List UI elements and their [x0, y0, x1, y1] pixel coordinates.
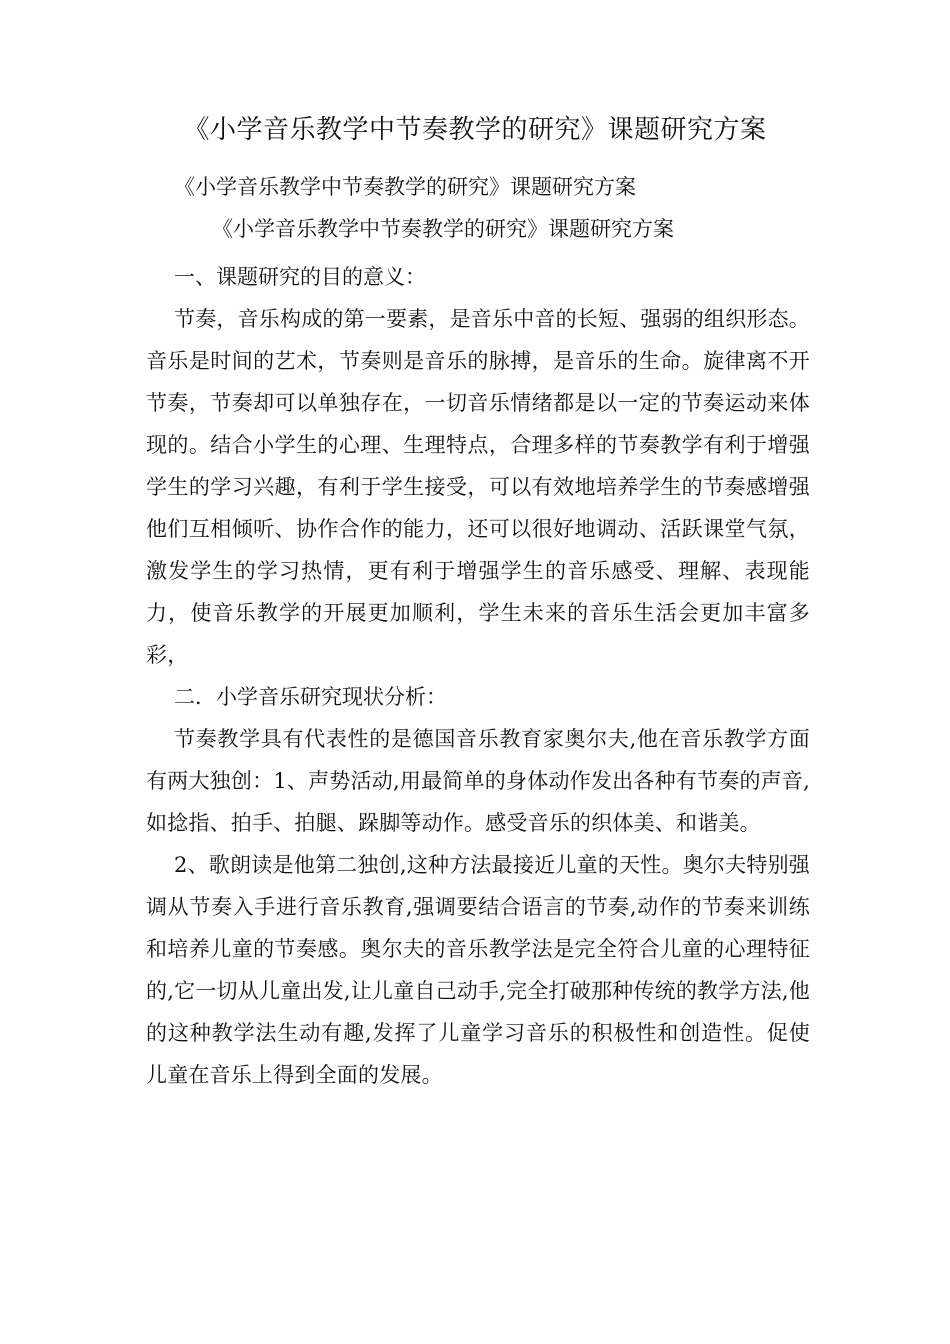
section-2-paragraph-1: 节奏教学具有代表性的是德国音乐教育家奥尔夫,他在音乐教学方面有两大独创：1、声势活动,用最简单的身体动作发出各种有节奏的声音,如捻指、拍手、拍腿、跺脚等动作。感受音乐的织体美、和谐美。: [146, 727, 810, 835]
document-subtitle-2: 《小学音乐教学中节奏教学的研究》课题研究方案: [212, 217, 674, 241]
document-body: [146, 256, 810, 1096]
section-2-paragraph-2: 2、歌朗读是他第二独创,这种方法最接近儿童的天性。奥尔夫特别强调从节奏入手进行音乐教育,强调要结合语言的节奏,动作的节奏来训练和培养儿童的节奏感。奥尔夫的音乐教学法是完全符合儿童的心理特征的,它一切从儿童出发,让儿童自己动手,完全打破那种传统的教学方法,他的这种教学法生动有趣,发挥了儿童学习音乐的积极性和创造性。促使儿童在音乐上得到全面的发展。: [146, 853, 810, 1087]
section-2-heading: 二．小学音乐研究现状分析：: [174, 685, 447, 709]
document-subtitle-1: 《小学音乐教学中节奏教学的研究》课题研究方案: [174, 175, 636, 199]
section-1-paragraph: 节奏，音乐构成的第一要素，是音乐中音的长短、强弱的组织形态。音乐是时间的艺术，节奏则是音乐的脉搏，是音乐的生命。旋律离不开节奏，节奏却可以单独存在，一切音乐情绪都是以一定的节奏运动来体现的。结合小学生的心理、生理特点，合理多样的节奏教学有利于增强学生的学习兴趣，有利于学生接受，可以有效地培养学生的节奏感增强他们互相倾听、协作合作的能力，还可以很好地调动、活跃课堂气氛，激发学生的学习热情，更有利于增强学生的音乐感受、理解、表现能力，使音乐教学的开展更加顺利，学生未来的音乐生活会更加丰富多彩，: [146, 307, 810, 667]
document-title: 《小学音乐教学中节奏教学的研究》课题研究方案: [183, 115, 767, 145]
section-1-heading: 一、课题研究的目的意义：: [174, 265, 426, 289]
